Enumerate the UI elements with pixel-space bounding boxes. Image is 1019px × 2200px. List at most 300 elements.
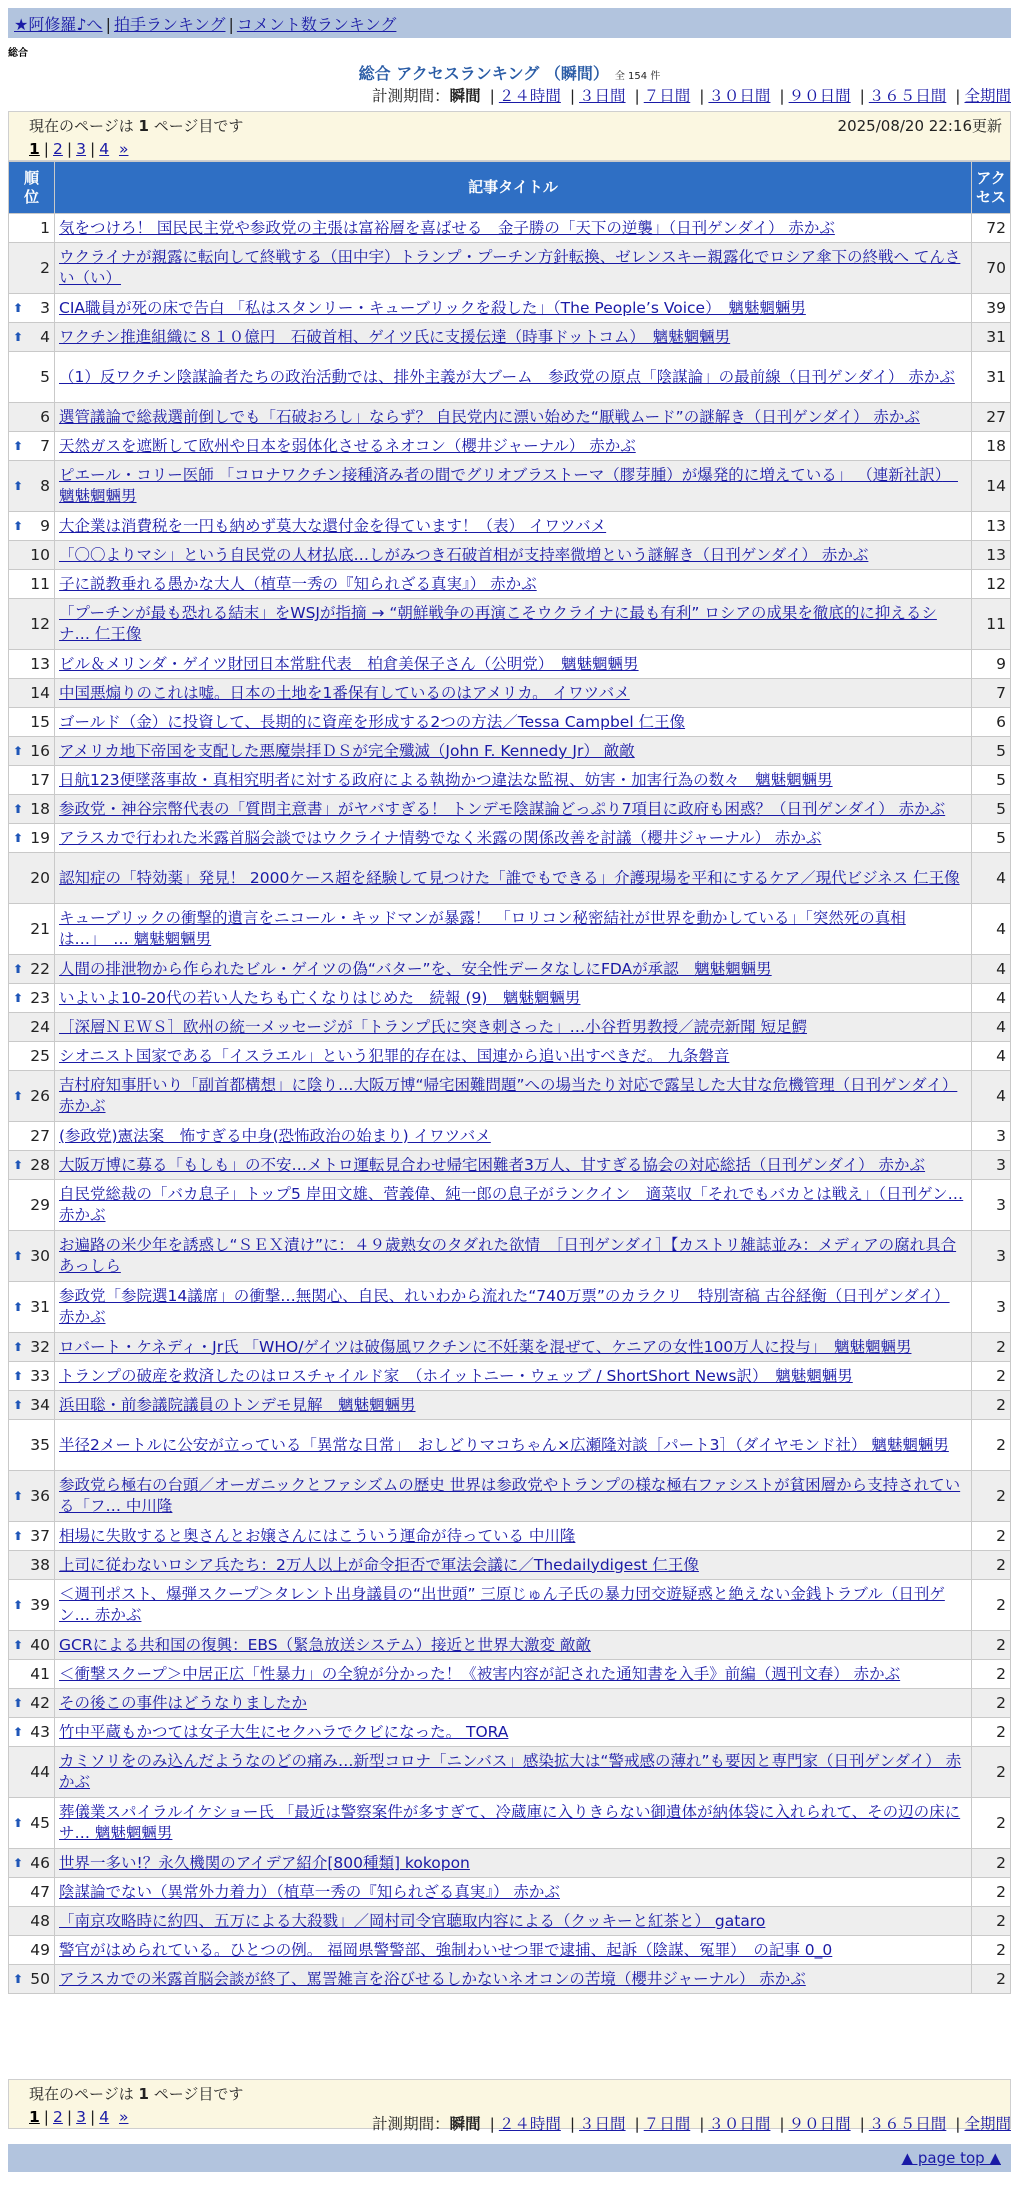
- pagination-page-2[interactable]: 2: [53, 140, 63, 158]
- pagination: 1 | 2 | 3 | 4 »: [29, 140, 129, 158]
- article-link[interactable]: 参政党・神谷宗幣代表の「質問主意書」がヤバすぎる！ トンデモ陰謀論どっぷり7項目に政府も困惑？（日刊ゲンダイ） 赤かぶ: [59, 799, 946, 818]
- title-cell: [55, 1282, 972, 1333]
- pagination-next[interactable]: »: [118, 2108, 129, 2126]
- rank-cell: [9, 853, 55, 904]
- up-arrow-icon: ⬆: [13, 744, 24, 758]
- page-top-link[interactable]: ▲ page top ▲: [901, 2149, 1001, 2167]
- article-link[interactable]: キューブリックの衝撃的遺言をニコール・キッドマンが暴露！ 「ロリコン秘密結社が世界を動かしている」「突然死の真相は…」 … 魑魅魍魎男: [59, 909, 906, 948]
- article-link[interactable]: 竹中平蔵もかつては女子大生にセクハラでクビになった。 TORA: [59, 1722, 509, 1741]
- access-count: 2: [972, 1965, 1011, 1994]
- ranking-table: [8, 161, 1011, 1994]
- rank-number: 13: [30, 654, 50, 673]
- access-count: 3: [972, 1231, 1011, 1282]
- rank-cell: [9, 1878, 55, 1907]
- section-label: 総合: [8, 48, 28, 59]
- title-cell: [55, 737, 972, 766]
- rank-number: 8: [40, 476, 50, 495]
- up-arrow-icon: ⬆: [13, 1638, 24, 1652]
- article-link[interactable]: 上司に従わないロシア兵たち：2万人以上が命令拒否で軍法会議に／Thedailydigest 仁王像: [59, 1555, 699, 1574]
- rank-cell: [9, 570, 55, 599]
- article-link[interactable]: 気をつけろ！ 国民民主党や参政党の主張は富裕層を喜ばせる 金子勝の「天下の逆襲」（日刊ゲンダイ） 赤かぶ: [59, 218, 835, 237]
- table-row: [9, 1071, 1011, 1122]
- rank-cell: [9, 1747, 55, 1798]
- article-link[interactable]: 大企業は消費税を一円も納めず莫大な還付金を得ています！（表） イワツバメ: [59, 516, 607, 535]
- article-link[interactable]: その後この事件はどうなりましたか: [59, 1693, 308, 1712]
- rank-number: 4: [40, 327, 50, 346]
- period-link-3d[interactable]: ３日間: [579, 87, 626, 105]
- rank-number: 49: [30, 1940, 50, 1959]
- rank-number: 9: [40, 516, 50, 535]
- rank-cell: [9, 1013, 55, 1042]
- table-row: [9, 650, 1011, 679]
- rank-cell: [9, 1042, 55, 1071]
- table-row: [9, 214, 1011, 243]
- rank-cell: [9, 243, 55, 294]
- title-cell: [55, 1231, 972, 1282]
- rank-cell: [9, 1522, 55, 1551]
- article-link[interactable]: アメリカ地下帝国を支配した悪魔崇拝ＤＳが完全殲滅（John F. Kennedy Jr） 敵敵: [59, 741, 635, 760]
- up-arrow-icon: ⬆: [13, 1340, 24, 1354]
- title-cell: [55, 432, 972, 461]
- access-count: 5: [972, 737, 1011, 766]
- up-arrow-icon: ⬆: [13, 962, 24, 976]
- article-link[interactable]: シオニスト国家である「イスラエル」という犯罪的存在は、国連から追い出すべきだ。 九条磐音: [59, 1046, 730, 1065]
- rank-number: 47: [30, 1882, 50, 1901]
- rank-number: 14: [30, 683, 50, 702]
- up-arrow-icon: ⬆: [13, 802, 24, 816]
- title-cell: [55, 403, 972, 432]
- ranking-table-body: [9, 214, 1011, 1994]
- article-link[interactable]: 「〇〇よりマシ」という自民党の人材払底…しがみつき石破首相が支持率微増という謎解き（日刊ゲンダイ） 赤かぶ: [59, 545, 869, 564]
- rank-number: 1: [40, 218, 50, 237]
- rank-cell: [9, 1282, 55, 1333]
- rank-cell: [9, 1362, 55, 1391]
- rank-cell: [9, 766, 55, 795]
- access-count: 2: [972, 1849, 1011, 1878]
- rank-cell: [9, 1580, 55, 1631]
- title-cell: [55, 1391, 972, 1420]
- header-title: 記事タイトル: [55, 162, 972, 214]
- access-count: 3: [972, 1151, 1011, 1180]
- footer-bar: [8, 2144, 1011, 2172]
- access-count: 70: [972, 243, 1011, 294]
- rank-cell: [9, 1471, 55, 1522]
- rank-cell: [9, 214, 55, 243]
- rank-cell: [9, 955, 55, 984]
- rank-number: 7: [40, 436, 50, 455]
- title-cell: [55, 1551, 972, 1580]
- period-link-30d[interactable]: ３０日間: [708, 87, 771, 105]
- period-link-90d[interactable]: ９０日間: [788, 87, 851, 105]
- table-row: [9, 1965, 1011, 1994]
- article-link[interactable]: カミソリをのみ込んだようなのどの痛み…新型コロナ「ニンバス」感染拡大は“警戒感の薄れ”も要因と専門家（日刊ゲンダイ） 赤かぶ: [59, 1752, 962, 1791]
- title-cell: [55, 1180, 972, 1231]
- table-row: [9, 352, 1011, 403]
- access-count: 2: [972, 1878, 1011, 1907]
- article-link[interactable]: ［深層ＮＥＷＳ］欧州の統一メッセージが「トランプ氏に突き刺さった」…小谷哲男教授／読売新聞 短足鰐: [59, 1017, 808, 1036]
- article-link[interactable]: CIA職員が死の床で告白 「私はスタンリー・キューブリックを殺した」（The People’s Voice） 魑魅魍魎男: [59, 298, 806, 317]
- current-page-text: 現在のページは 1 ページ目です: [29, 117, 244, 135]
- rank-number: 16: [30, 741, 50, 760]
- table-row: [9, 1522, 1011, 1551]
- rank-number: 5: [40, 367, 50, 386]
- total-count: 全 154 件: [614, 71, 661, 82]
- article-link[interactable]: ワクチン推進組織に８１０億円 石破首相、ゲイツ氏に支援伝達（時事ドットコム） 魑魅魍魎男: [59, 327, 731, 346]
- table-row: [9, 1013, 1011, 1042]
- article-link[interactable]: ゴールド（金）に投資して、長期的に資産を形成する2つの方法／Tessa Campbel 仁王像: [59, 712, 686, 731]
- title-cell: [55, 984, 972, 1013]
- up-arrow-icon: ⬆: [13, 479, 24, 493]
- pagination-page-2[interactable]: 2: [53, 2108, 63, 2126]
- rank-cell: [9, 294, 55, 323]
- rank-cell: [9, 1391, 55, 1420]
- table-row: [9, 294, 1011, 323]
- article-link[interactable]: 日航123便墜落事故・真相究明者に対する政府による執拗かつ違法な監視、妨害・加害行為の数々 魑魅魍魎男: [59, 770, 833, 789]
- table-row: [9, 1471, 1011, 1522]
- table-row: [9, 737, 1011, 766]
- title-cell: [55, 1965, 972, 1994]
- table-row: [9, 795, 1011, 824]
- article-link[interactable]: 大阪万博に募る「もしも」の不安…メトロ運転見合わせ帰宅困難者3万人、甘すぎる協会の対応総括（日刊ゲンダイ） 赤かぶ: [59, 1155, 926, 1174]
- rank-number: 33: [30, 1366, 50, 1385]
- rank-number: 28: [30, 1155, 50, 1174]
- table-row: [9, 461, 1011, 512]
- rank-cell: [9, 1965, 55, 1994]
- access-count: 2: [972, 1631, 1011, 1660]
- pagination-page-4[interactable]: 4: [99, 140, 110, 158]
- rank-cell: [9, 1798, 55, 1849]
- table-row: [9, 1231, 1011, 1282]
- rank-cell: [9, 352, 55, 403]
- period-link-30d[interactable]: ３０日間: [708, 2115, 771, 2133]
- up-arrow-icon: ⬆: [13, 1158, 24, 1172]
- access-count: 5: [972, 824, 1011, 853]
- pagination-page-3[interactable]: 3: [76, 2108, 87, 2126]
- period-link-7d[interactable]: ７日間: [643, 87, 691, 105]
- article-link[interactable]: 参政党「参院選14議席」の衝撃…無関心、自民、れいわから流れた“740万票”のカラクリ 特別寄稿 古谷経衡（日刊ゲンダイ） 赤かぶ: [59, 1287, 950, 1326]
- article-link[interactable]: 相場に失敗すると奥さんとお嬢さんにはこういう運命が待っている 中川隆: [59, 1526, 576, 1545]
- up-arrow-icon: ⬆: [13, 991, 24, 1005]
- title-cell: [55, 1522, 972, 1551]
- rank-cell: [9, 1689, 55, 1718]
- table-row: [9, 1551, 1011, 1580]
- up-arrow-icon: ⬆: [13, 439, 24, 453]
- article-link[interactable]: ＜衝撃スクープ＞中居正広「性暴力」の全貌が分かった！《被害内容が記された通知書を入手》前編（週刊文春） 赤かぶ: [59, 1664, 901, 1683]
- period-link-365d[interactable]: ３６５日間: [868, 2115, 947, 2133]
- access-count: 5: [972, 766, 1011, 795]
- article-link[interactable]: 半径2メートルに公安が立っている「異常な日常」 おしどりマコちゃん×広瀬隆対談［パート3］（ダイヤモンド社） 魑魅魍魎男: [59, 1435, 949, 1454]
- title-cell: [55, 679, 972, 708]
- article-link[interactable]: （1）反ワクチン陰謀論者たちの政治活動では、排外主義が大ブーム 参政党の原点「陰謀論」の最前線（日刊ゲンダイ） 赤かぶ: [59, 367, 955, 386]
- access-count: 2: [972, 1689, 1011, 1718]
- title-cell: [55, 323, 972, 352]
- table-row: [9, 708, 1011, 737]
- rank-number: 2: [40, 258, 50, 277]
- table-row: [9, 1878, 1011, 1907]
- article-link[interactable]: 中国悪煽りのこれは嘘。日本の土地を1番保有しているのはアメリカ。 イワツバメ: [59, 683, 630, 702]
- rank-cell: [9, 1420, 55, 1471]
- title-cell: [55, 1071, 972, 1122]
- article-link[interactable]: 「南京攻略時に約四、五万による大殺戮」／岡村司令官聴取内容による（クッキーと紅茶と） gataro: [59, 1911, 766, 1930]
- title-cell: [55, 243, 972, 294]
- rank-number: 6: [40, 407, 50, 426]
- title-cell: [55, 1689, 972, 1718]
- rank-number: 45: [30, 1813, 50, 1832]
- period-current: 瞬間: [449, 2115, 481, 2133]
- article-link[interactable]: お遍路の米少年を誘惑し“ＳＥＸ漬け”に：４９歳熟女のタダれた欲情 ［日刊ゲンダイ］【カストリ雑誌並み：メディアの腐れ具合 あっしら: [59, 1236, 957, 1275]
- article-link[interactable]: 警官がはめられている。ひとつの例。 福岡県警警部、強制わいせつ罪で逮捕、起訴（陰謀、冤罪） の記事 0_0: [59, 1940, 833, 1959]
- access-count: 39: [972, 294, 1011, 323]
- table-row: [9, 403, 1011, 432]
- access-count: 4: [972, 1013, 1011, 1042]
- up-arrow-icon: ⬆: [13, 1300, 24, 1314]
- article-link[interactable]: 認知症の「特効薬」発見！ 2000ケース超を経験して見つけた「誰でもできる」介護現場を平和にするケア／現代ビジネス 仁王像: [59, 868, 960, 887]
- rank-number: 40: [30, 1635, 50, 1654]
- article-link[interactable]: 「プーチンが最も恐れる結末」をWSJが指摘 → “朝鮮戦争の再演こそウクライナに最も有利” ロシアの成果を徹底的に抑えるシナ… 仁王像: [59, 604, 937, 643]
- article-link[interactable]: ＜週刊ポスト、爆弾スクープ＞タレント出身議員の“出世頭” 三原じゅん子氏の暴力団交遊疑惑と絶えない金銭トラブル（日刊ゲン… 赤かぶ: [59, 1585, 945, 1624]
- table-header-row: [9, 162, 1011, 214]
- period-label: 計測期間：: [372, 2115, 450, 2133]
- title-cell: [55, 1718, 972, 1747]
- rank-cell: [9, 1718, 55, 1747]
- title-cell: [55, 461, 972, 512]
- access-count: 2: [972, 1471, 1011, 1522]
- rank-number: 22: [30, 959, 50, 978]
- article-link[interactable]: 浜田聡・前参議院議員のトンデモ見解 魑魅魍魎男: [59, 1395, 416, 1414]
- access-count: 2: [972, 1747, 1011, 1798]
- rank-number: 43: [30, 1722, 50, 1741]
- rank-cell: [9, 824, 55, 853]
- rank-number: 19: [30, 828, 50, 847]
- title-cell: [55, 1849, 972, 1878]
- up-arrow-icon: ⬆: [13, 1725, 24, 1739]
- access-count: 5: [972, 795, 1011, 824]
- article-link[interactable]: 吉村府知事肝いり「副首都構想」に陰り…大阪万博“帰宅困難問題”への場当たり対応で露呈した大甘な危機管理（日刊ゲンダイ） 赤かぶ: [59, 1076, 958, 1115]
- rank-number: 24: [30, 1017, 50, 1036]
- rank-cell: [9, 1333, 55, 1362]
- access-count: 27: [972, 403, 1011, 432]
- access-count: 2: [972, 1362, 1011, 1391]
- article-link[interactable]: トランプの破産を救済したのはロスチャイルド家 （ホイットニー・ウェッブ / ShortShort News訳） 魑魅魍魎男: [59, 1366, 853, 1385]
- table-row: [9, 323, 1011, 352]
- period-link-all[interactable]: 全期間: [964, 87, 1011, 105]
- article-link[interactable]: 葬儀業スパイラルイケショー氏 「最近は警察案件が多すぎて、冷蔵庫に入りきらない御遺体が納体袋に入れられて、その辺の床にサ… 魑魅魍魎男: [59, 1803, 961, 1842]
- table-row: [9, 766, 1011, 795]
- period-link-3d[interactable]: ３日間: [579, 2115, 626, 2133]
- rank-cell: [9, 904, 55, 955]
- pagination-page-4[interactable]: 4: [99, 2108, 110, 2126]
- period-current: 瞬間: [449, 87, 481, 105]
- title-cell: [55, 1936, 972, 1965]
- rank-cell: [9, 1122, 55, 1151]
- rank-number: 39: [30, 1595, 50, 1614]
- article-link[interactable]: 人間の排泄物から作られたビル・ゲイツの偽“バター”を、安全性データなしにFDAが承認 魑魅魍魎男: [59, 959, 772, 978]
- article-link[interactable]: (参政党)憲法案 怖すぎる中身(恐怖政治の始まり) イワツバメ: [59, 1126, 491, 1145]
- table-row: [9, 1849, 1011, 1878]
- title-cell: [55, 1042, 972, 1071]
- rank-number: 29: [30, 1195, 50, 1214]
- rank-cell: [9, 541, 55, 570]
- period-link-90d[interactable]: ９０日間: [788, 2115, 851, 2133]
- period-link-365d[interactable]: ３６５日間: [868, 87, 947, 105]
- rank-cell: [9, 432, 55, 461]
- title-cell: [55, 1013, 972, 1042]
- rank-cell: [9, 984, 55, 1013]
- period-label: 計測期間：: [372, 87, 450, 105]
- article-link[interactable]: 選管議論で総裁選前倒しでも「石破おろし」ならず？ 自民党内に漂い始めた“厭戦ムード”の謎解き（日刊ゲンダイ） 赤かぶ: [59, 407, 920, 426]
- rank-number: 34: [30, 1395, 50, 1414]
- header-rank: 順位: [9, 162, 55, 214]
- article-link[interactable]: ビル＆メリンダ・ゲイツ財団日本常駐代表 柏倉美保子さん（公明党） 魑魅魍魎男: [59, 654, 639, 673]
- title-cell: [55, 1907, 972, 1936]
- rank-cell: [9, 679, 55, 708]
- article-link[interactable]: アラスカで行われた米露首脳会談ではウクライナ情勢でなく米露の関係改善を討議（櫻井ジャーナル） 赤かぶ: [59, 828, 822, 847]
- access-count: 2: [972, 1333, 1011, 1362]
- article-link[interactable]: 参政党ら極右の台頭／オーガニックとファシズムの歴史 世界は参政党やトランプの様な極右ファシストが貧困層から支持されている「フ… 中川隆: [59, 1476, 961, 1515]
- rank-cell: [9, 795, 55, 824]
- article-link[interactable]: GCRによる共和国の復興：EBS（緊急放送システム）接近と世界大激変 敵敵: [59, 1635, 591, 1654]
- table-row: [9, 1907, 1011, 1936]
- rank-number: 21: [30, 919, 50, 938]
- table-row: [9, 824, 1011, 853]
- article-link[interactable]: ウクライナが親露に転向して終戦する（田中宇）トランプ・プーチン方針転換、ゼレンスキー親露化でロシア傘下の終戦へ てんさい（い）: [59, 248, 961, 287]
- up-arrow-icon: ⬆: [13, 1369, 24, 1383]
- access-count: 4: [972, 984, 1011, 1013]
- access-count: 2: [972, 1798, 1011, 1849]
- article-link[interactable]: 子に説教垂れる愚かな大人（植草一秀の『知られざる真実』） 赤かぶ: [59, 574, 537, 593]
- rank-number: 27: [30, 1126, 50, 1145]
- article-link[interactable]: いよいよ10-20代の若い人たちも亡くなりはじめた 続報 (9) 魑魅魍魎男: [59, 988, 581, 1007]
- access-count: 2: [972, 1420, 1011, 1471]
- table-row: [9, 955, 1011, 984]
- title-cell: [55, 955, 972, 984]
- period-link-24h[interactable]: ２４時間: [498, 87, 561, 105]
- title-cell: [55, 824, 972, 853]
- page-info-top: [8, 111, 1011, 161]
- rank-number: 11: [30, 574, 50, 593]
- top-navigation: [8, 8, 1011, 38]
- nav-link-asyura[interactable]: ★阿修羅♪へ: [14, 15, 103, 34]
- access-count: 2: [972, 1660, 1011, 1689]
- up-arrow-icon: ⬆: [13, 1398, 24, 1412]
- title-cell: [55, 904, 972, 955]
- up-arrow-icon: ⬆: [13, 301, 24, 315]
- title-cell: [55, 599, 972, 650]
- table-row: [9, 1122, 1011, 1151]
- pagination-page-3[interactable]: 3: [76, 140, 87, 158]
- rank-cell: [9, 737, 55, 766]
- up-arrow-icon: ⬆: [13, 1696, 24, 1710]
- rank-number: 35: [30, 1435, 50, 1454]
- table-row: [9, 1420, 1011, 1471]
- table-row: [9, 1151, 1011, 1180]
- rank-cell: [9, 403, 55, 432]
- rank-number: 31: [30, 1297, 50, 1316]
- title-cell: [55, 1151, 972, 1180]
- access-count: 3: [972, 1282, 1011, 1333]
- rank-cell: [9, 1849, 55, 1878]
- article-link[interactable]: ピエール・コリー医師 「コロナワクチン接種済み者の間でグリオブラストーマ（膠芽腫）が爆発的に増えている」 （連新社訳） 魑魅魍魎男: [59, 466, 958, 505]
- title-cell: [55, 1471, 972, 1522]
- access-count: 72: [972, 214, 1011, 243]
- rank-number: 37: [30, 1526, 50, 1545]
- access-count: 2: [972, 1718, 1011, 1747]
- access-count: 13: [972, 541, 1011, 570]
- article-link[interactable]: 天然ガスを遮断して欧州や日本を弱体化させるネオコン（櫻井ジャーナル） 赤かぶ: [59, 436, 636, 455]
- title-cell: [55, 1878, 972, 1907]
- article-link[interactable]: 陰謀論でない（異常外力着力）（植草一秀の『知られざる真実』） 赤かぶ: [59, 1882, 560, 1901]
- article-link[interactable]: アラスカでの米露首脳会談が終了、罵詈雑言を浴びせるしかないネオコンの苦境（櫻井ジャーナル） 赤かぶ: [59, 1969, 806, 1988]
- rank-cell: [9, 650, 55, 679]
- title-cell: [55, 1333, 972, 1362]
- access-count: 2: [972, 1907, 1011, 1936]
- title-cell: [55, 214, 972, 243]
- nav-link-comment-ranking[interactable]: コメント数ランキング: [236, 15, 397, 34]
- pagination-next[interactable]: »: [118, 140, 129, 158]
- access-count: 2: [972, 1580, 1011, 1631]
- rank-number: 38: [30, 1555, 50, 1574]
- rank-number: 18: [30, 799, 50, 818]
- rank-number: 17: [30, 770, 50, 789]
- table-row: [9, 432, 1011, 461]
- table-row: [9, 853, 1011, 904]
- access-count: 13: [972, 512, 1011, 541]
- rank-cell: [9, 512, 55, 541]
- up-arrow-icon: ⬆: [13, 330, 24, 344]
- rank-number: 15: [30, 712, 50, 731]
- title-cell: [55, 352, 972, 403]
- period-link-24h[interactable]: ２４時間: [498, 2115, 561, 2133]
- rank-number: 20: [30, 868, 50, 887]
- article-link[interactable]: 自民党総裁の「バカ息子」トップ5 岸田文雄、菅義偉、純一郎の息子がランクイン 適菜収「それでもバカとは戦え」（日刊ゲン… 赤かぶ: [59, 1185, 964, 1224]
- rank-number: 3: [40, 298, 50, 317]
- table-row: [9, 1631, 1011, 1660]
- access-count: 3: [972, 1180, 1011, 1231]
- rank-cell: [9, 708, 55, 737]
- table-row: [9, 1333, 1011, 1362]
- updated-timestamp: 2025/08/20 22:16更新: [837, 117, 1002, 135]
- article-link[interactable]: ロバート・ケネディ・Jr氏 「WHO/ゲイツは破傷風ワクチンに不妊薬を混ぜて、ケニアの女性100万人に投与」 魑魅魍魎男: [59, 1337, 912, 1356]
- rank-number: 36: [30, 1486, 50, 1505]
- table-row: [9, 904, 1011, 955]
- up-arrow-icon: ⬆: [13, 519, 24, 533]
- table-row: [9, 679, 1011, 708]
- table-row: [9, 1042, 1011, 1071]
- up-arrow-icon: ⬆: [13, 831, 24, 845]
- current-page-text: 現在のページは 1 ページ目です: [29, 2085, 244, 2103]
- title-cell: [55, 1420, 972, 1471]
- period-link-all[interactable]: 全期間: [964, 2115, 1011, 2133]
- table-row: [9, 599, 1011, 650]
- period-link-7d[interactable]: ７日間: [643, 2115, 691, 2133]
- access-count: 31: [972, 352, 1011, 403]
- title-cell: [55, 541, 972, 570]
- table-row: [9, 1718, 1011, 1747]
- nav-link-applause-ranking[interactable]: 拍手ランキング: [113, 15, 226, 34]
- nav-separator: |: [105, 15, 111, 34]
- title-cell: [55, 853, 972, 904]
- article-link[interactable]: 世界一多い!？永久機関のアイデア紹介[800種類] kokopon: [59, 1853, 470, 1872]
- access-count: 31: [972, 323, 1011, 352]
- access-count: 4: [972, 853, 1011, 904]
- rank-cell: [9, 1936, 55, 1965]
- rank-cell: [9, 1180, 55, 1231]
- title-cell: [55, 766, 972, 795]
- title-cell: [55, 1122, 972, 1151]
- table-row: [9, 1689, 1011, 1718]
- title-cell: [55, 1747, 972, 1798]
- table-row: [9, 1798, 1011, 1849]
